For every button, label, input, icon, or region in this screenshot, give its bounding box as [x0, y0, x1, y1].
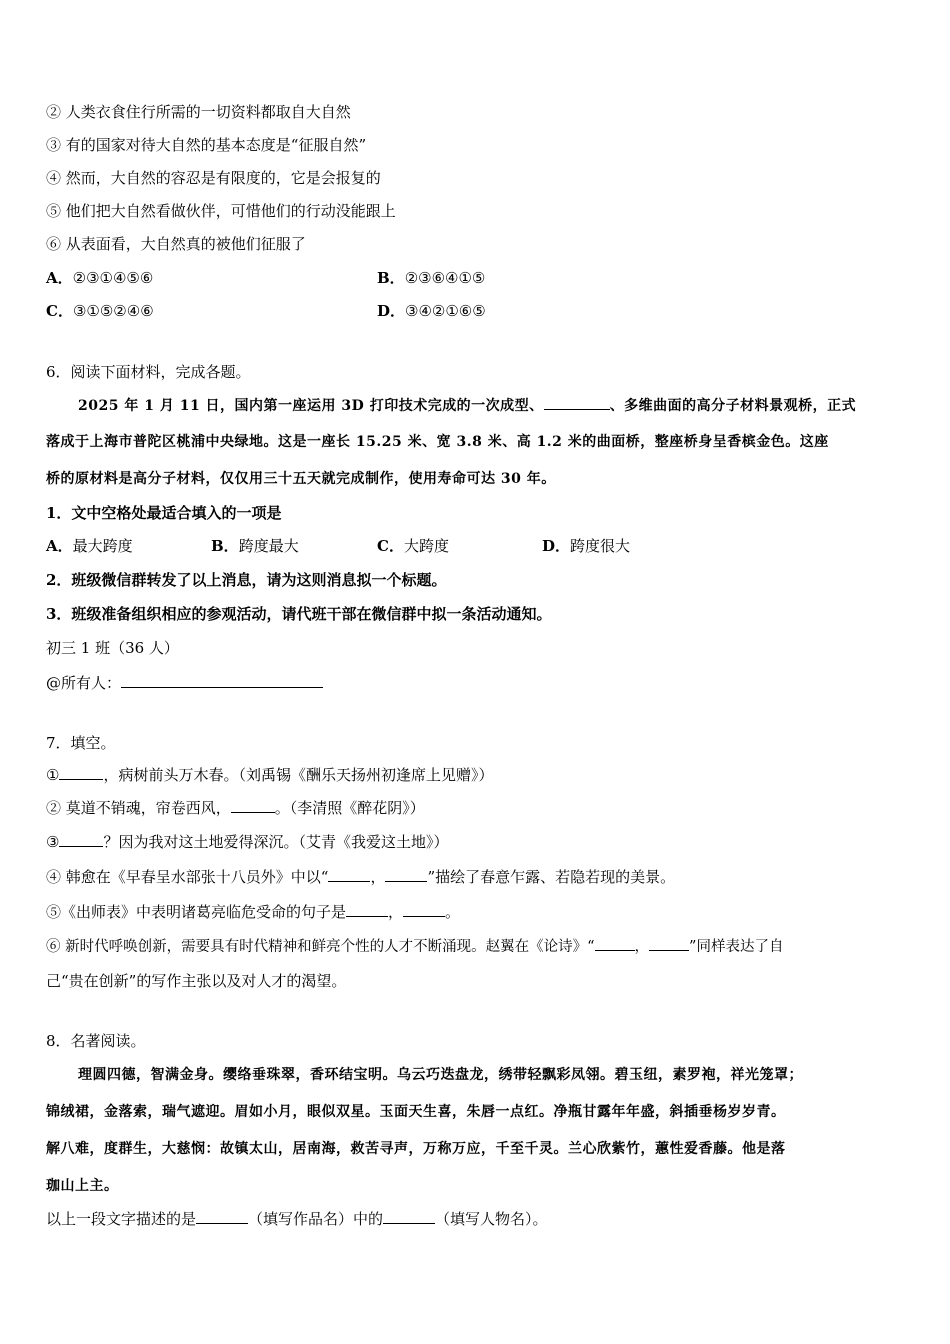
q6-option-a-text: 最大跨度: [72, 537, 133, 555]
q6-sub2: 2．班级微信群转发了以上消息，请为这则消息拟一个标题。: [46, 571, 447, 589]
q6-option-c-text: 大跨度: [403, 537, 449, 555]
q7-l6-tail: ”同样表达了自: [689, 939, 784, 955]
q6-option-d[interactable]: [542, 535, 630, 557]
q6-option-c-letter: C．: [377, 537, 404, 555]
q7-l5-tail: 。: [445, 903, 461, 921]
q7-blank-6a[interactable]: [595, 935, 635, 951]
q5-option-c-text: ③①⑤②④⑥: [72, 302, 154, 320]
q8-para-line-2: 锦绒裙，金落索，瑞气遮迎。眉如小月，眼似双星。玉面天生喜，朱唇一点红。净瓶甘露年年盛，斜插垂杨岁岁青。: [46, 1104, 786, 1120]
q8-para-line-3: 解八难，度群生，大慈悯：故镇太山，居南海，救苦寻声，万称万应，千至千灵。兰心欣紫竹，蕙性爱香藤。他是落: [46, 1141, 786, 1157]
q8-blank-work[interactable]: [196, 1208, 248, 1224]
q6-option-b-letter: B．: [211, 537, 239, 555]
q5-option-c[interactable]: [46, 300, 154, 322]
q5-item-2: ② 人类衣食住行所需的一切资料都取自大自然: [46, 103, 351, 121]
q7-heading: 7．填空。: [46, 734, 116, 752]
q5-option-a-text: ②③①④⑤⑥: [72, 269, 154, 287]
q7-l3-prefix: ③: [46, 833, 60, 851]
q5-option-b-letter: B．: [377, 269, 405, 287]
q7-l1-text: ，病树前头万木春。（刘禹锡《酬乐天扬州初逢席上见赠》）: [103, 766, 494, 784]
q7-line-3: [46, 831, 448, 853]
q8-heading: 8．名著阅读。: [46, 1032, 146, 1050]
q7-line-6: [46, 935, 783, 958]
q6-option-b-text: 跨度最大: [238, 537, 299, 555]
q6-option-d-letter: D．: [542, 537, 571, 555]
q7-line-1: [46, 764, 493, 786]
q7-line-2: [46, 797, 425, 819]
q5-option-d-letter: D．: [377, 302, 406, 320]
q7-l5-comma: ，: [388, 903, 404, 921]
q5-item-5: ⑤ 他们把大自然看做伙伴，可惜他们的行动没能跟上: [46, 202, 396, 220]
q7-l5-text: ⑤《出师表》中表明诸葛亮临危受命的句子是: [46, 903, 347, 921]
q7-l6-comma: ，: [634, 939, 650, 955]
q6-blank[interactable]: [544, 394, 610, 410]
q5-option-d[interactable]: [377, 300, 486, 322]
q7-blank-4b[interactable]: [385, 866, 427, 882]
q7-l4-tail: ”描绘了春意乍露、若隐若现的美景。: [427, 868, 676, 886]
q6-option-a[interactable]: [46, 535, 133, 557]
q7-l2-text: ② 莫道不销魂，帘卷西风，: [46, 799, 231, 817]
q6-class-label: 初三 1 班（36 人）: [46, 639, 179, 657]
q6-para-line-3: 桥的原材料是高分子材料，仅仅用三十五天就完成制作，使用寿命可达 30 年。: [46, 471, 556, 487]
q7-line-6-cont: 己“贵在创新”的写作主张以及对人才的渴望。: [46, 972, 347, 990]
q8-question-line: [46, 1208, 548, 1230]
q6-option-d-text: 跨度很大: [570, 537, 631, 555]
q5-option-c-letter: C．: [46, 302, 73, 320]
q7-l4-comma: ，: [370, 868, 386, 886]
q5-item-3: ③ 有的国家对待大自然的基本态度是“征服自然”: [46, 136, 367, 154]
q5-option-b[interactable]: [377, 267, 485, 289]
q6-option-c[interactable]: [377, 535, 449, 557]
q6-option-b[interactable]: [211, 535, 299, 557]
q5-option-b-text: ②③⑥④①⑤: [404, 269, 486, 287]
q7-l2-source: 。（李清照《醉花阴》）: [274, 799, 425, 817]
q5-item-6: ⑥ 从表面看，大自然真的被他们征服了: [46, 235, 306, 253]
q8-para-line-4: 珈山上主。: [46, 1178, 119, 1194]
q7-l3-text: ？因为我对这土地爱得深沉。（艾青《我爱这土地》）: [103, 833, 449, 851]
q6-heading: 6．阅读下面材料，完成各题。: [46, 363, 251, 381]
q7-l1-prefix: ①: [46, 766, 60, 784]
q7-line-4: [46, 866, 675, 888]
q5-option-d-text: ③④②①⑥⑤: [405, 302, 486, 320]
q6-at-all-line: [46, 672, 323, 694]
q7-blank-5a[interactable]: [346, 901, 388, 917]
q7-blank-2[interactable]: [231, 797, 275, 813]
q5-option-a-letter: A．: [46, 269, 73, 287]
q7-blank-5b[interactable]: [403, 901, 445, 917]
q6-para-line-1: [78, 394, 856, 417]
q7-blank-4a[interactable]: [328, 866, 370, 882]
q7-line-5: [46, 901, 460, 923]
q6-sub3: 3．班级准备组织相应的参观活动，请代班干部在微信群中拟一条活动通知。: [46, 605, 552, 623]
q8-para-line-1: 理圆四德，智满金身。缨络垂珠翠，香环结宝明。乌云巧迭盘龙，绣带轻飘彩凤翎。碧玉纽，素罗袍，祥光笼罩；: [78, 1067, 803, 1083]
q7-l4-text: ④ 韩愈在《早春呈水部张十八员外》中以“: [46, 868, 329, 886]
q8-q-tail: （填写人物名）。: [435, 1210, 548, 1228]
q5-option-a[interactable]: [46, 267, 153, 289]
q7-l6-text: ⑥ 新时代呼唤创新，需要具有时代精神和鲜亮个性的人才不断涌现。赵翼在《论诗》“: [46, 939, 595, 955]
q8-q-text: 以上一段文字描述的是: [46, 1210, 197, 1228]
q6-para-1b: 、多维曲面的高分子材料景观桥，正式: [609, 398, 857, 414]
q7-blank-3[interactable]: [59, 831, 103, 847]
q7-blank-1[interactable]: [59, 764, 103, 780]
q8-q-mid: （填写作品名）中的: [248, 1210, 384, 1228]
q6-para-1a: 2025 年 1 月 11 日，国内第一座运用 3D 打印技术完成的一次成型、: [78, 398, 544, 414]
q5-item-4: ④ 然而，大自然的容忍是有限度的，它是会报复的: [46, 169, 381, 187]
q6-at-all: @所有人：: [46, 674, 122, 692]
q6-option-a-letter: A．: [46, 537, 73, 555]
q6-para-line-2: 落成于上海市普陀区桃浦中央绿地。这是一座长 15.25 米、宽 3.8 米、高 1.2 米的曲面桥，整座桥身呈香槟金色。这座: [46, 434, 829, 450]
q8-blank-character[interactable]: [383, 1208, 435, 1224]
q6-notice-blank[interactable]: [121, 672, 323, 688]
q7-blank-6b[interactable]: [649, 935, 689, 951]
q6-sub1: 1．文中空格处最适合填入的一项是: [46, 504, 282, 522]
